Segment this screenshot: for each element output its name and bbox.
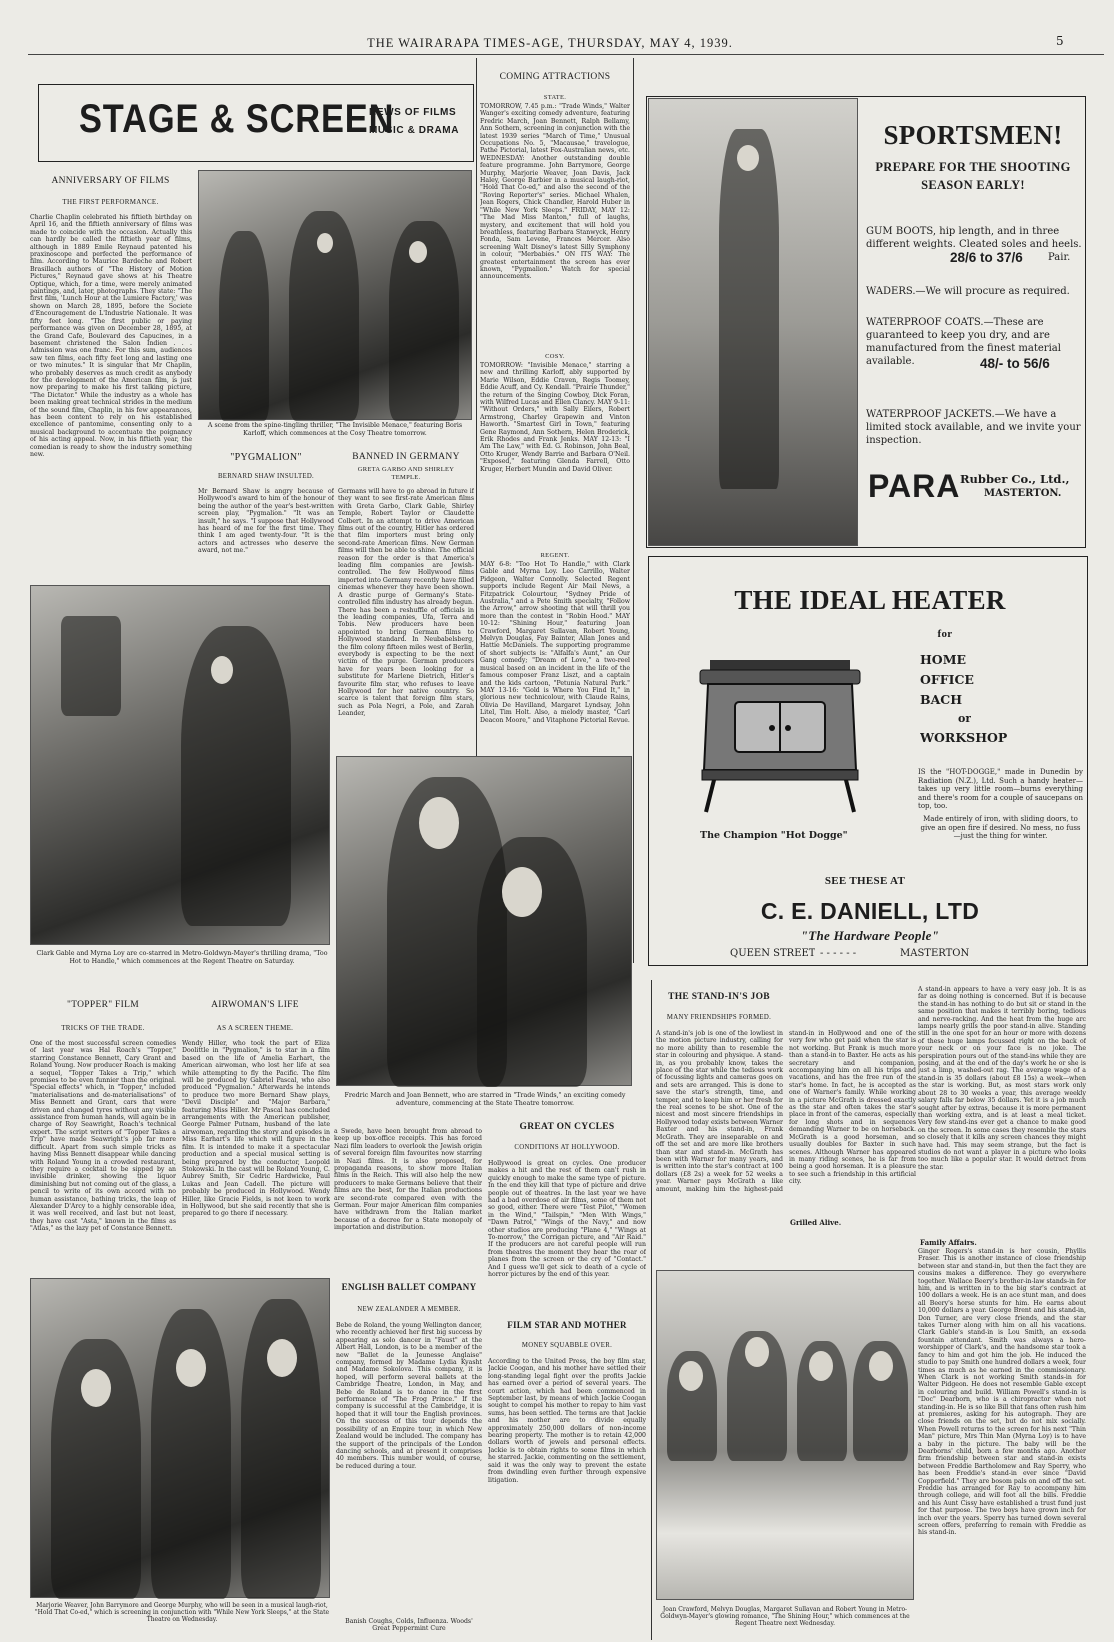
- street-dashes: - - - - - -: [820, 948, 857, 959]
- ballet-body: Bebe de Roland, the young Wellington dancer, who recently achieved her first big success by appearing as solo dancer in "Faust" at the Albert Hall, London, is to be a member of the new "Ballet de la Jeunesse Anglaise" company, formed by Madame Lydia Kyasht and Madame Sokolova. This company, it is hoped, will perform several ballets at the Cambridge Theatre, London, in May, and Bebe de Roland is to dance in the first performance of "The Frog Prince." If the company is successful at the Cambridge, it is hoped that it will tour the English provinces. On the success of this tour depends the possibility of an Empire tour, in which New Zealand would be included. The company has the support of the principals of the London dancing schools, and at present it comprises 40 members. This number would, of course, be reduced during a tour.: [336, 1322, 482, 1470]
- mother-body: According to the United Press, the boy film star, Jackie Coogan, and his mother have settled their long-standing legal fight over the profits Jackie has earned over a period of several years. The court action, which had been commenced in September last, by means of which Jackie Coogan sought to compel his mother to repay to him vast sums, has been settled. The terms are that Jackie and his mother are to divide equally approximately 250,000 dollars of non-income bearing property. The mother is to retain 42,000 dollars worth of jewels and personal effects. Jackie is to obtain rights to some films in which he starred. Jackie, commenting on the settlement, said it was the only way to prevent the estate from dwindling even further through expensive litigation.: [488, 1358, 646, 1484]
- hot-dogge-heater-illustration: [680, 640, 880, 820]
- heater-workshop: WORKSHOP: [920, 730, 1008, 745]
- march-bennett-photo: [336, 756, 632, 1086]
- heater-description-1: IS the "HOT-DOGGE," made in Dunedin by Radiation (N.Z.), Ltd. Such a handy heater—takes up very little room—burns everything and there's room for a couple of saucepans on top, too.: [918, 768, 1083, 811]
- cosy-listings: TOMORROW: "Invisible Menace," starring a new and thrilling Karloff, ably supported by Marie Wilson, Eddie Craven, Regis Toomey, Eddie Acuff, and Cy. Kendall. "Prairie Thunder," the return of the Singing Cowboy, Dick Foran, with Wilfred Lucas and Ellen Clancy. MAY 9-11: "Without Orders," with Sally Eilers, Robert Armstrong, Charley Grapewin and Vinton Haworth. "Smartest Girl in Town," featuring Gene Raymond, Ann Sothern, Helen Broderick, Erik Rhodes and Frank Jenks. MAY 12-13: "I Am The Law," with Ed. G. Robinson, John Beal, Otto Kruger, Wendy Barrie and Barbara O'Neil. "Exposed," featuring Glenda Farrell, Otto Kruger, Herbert Mundin and David Oliver.: [480, 362, 630, 473]
- column-rule: [633, 58, 634, 963]
- masthead: THE WAIRARAPA TIMES-AGE, THURSDAY, MAY 4, 1939.: [367, 36, 733, 50]
- heater-label: The Champion "Hot Dogge": [700, 830, 848, 841]
- shooting-line-1: PREPARE FOR THE SHOOTING: [875, 160, 1071, 174]
- weaver-barrymore-caption: Marjorie Weaver, John Barrymore and George Murphy, who will be seen in a musical laugh-riot, "Hold That Co-ed," which is screening in conjunction with "While New York Sleeps," at the State Theatre on Wednesday.: [34, 1602, 330, 1623]
- waders-text: WADERS.—We will procure as required.: [866, 286, 1070, 297]
- daniell-town: MASTERTON: [900, 948, 970, 959]
- banned-headline: BANNED IN GERMANY: [352, 452, 460, 462]
- photo-face: [679, 1361, 703, 1391]
- pygmalion-subhead: BERNARD SHAW INSULTED.: [217, 473, 315, 480]
- banned-continued-body: a Swede, have been brought from abroad to keep up box-office receipts. This has forced Nazi film leaders to overlook the Jewish origin of several foreign film favourites now starring in Nazi films. It is also proposed, for propaganda reasons, to show more Italian films in the Reich. This will also help the new producers to make Germans believe that their films are the best, for the Italian productions are second-rate compared even with the German. Four major American film companies have withdrawn from the Italian market because of a decree for a State monopoly of importation and distribution.: [334, 1128, 482, 1232]
- topper-body: One of the most successful screen comedies of last year was Hal Roach's "Topper," starring Constance Bennett, Cary Grant and Roland Young. Now producer Roach is making a sequel, "Topper Takes a Trip," which promises to be even funnier than the original. "Special effects" which, in "Topper," included "materialisations and de-materialisations" of Miss Bennett and Grant, cars that were driven and changed tyres without any visible assistance from human hands, will again be in charge of Roy Seawright, Roach's technical expert. The script writers of "Topper Takes a Trip" have made Seawright's job far more difficult. Apart from such simple tricks as having Miss Bennett disappear while dancing with Roland Young in a crowded restaurant, they require a cocktail to be sipped by an invisible drinker, showing the liquor diminishing but not coming out of the glass, a pencil to write of its own accord with no human assistance, bathing tricks, the leap of Alexander D'Arcy to a highly censorable idea, it was well received, and last but not least, they have cast "Asta," known in the films as "Atlas," as the lazy pet of Constance Bennett.: [30, 1040, 176, 1233]
- heater-office: OFFICE: [920, 672, 974, 687]
- anniversary-subhead: THE FIRST PERFORMANCE.: [62, 198, 159, 206]
- regent-heading: REGENT.: [540, 552, 570, 559]
- family-affairs-body: Ginger Rogers's stand-in is her cousin, Phyllis Fraser. This is another instance of close friendship between star and stand-in, but then the fact they are cousins makes a difference. They go everywhere together. Wallace Beery's brother-in-law stands-in for him, and is written in to the big star's contract at 100 dollars a week. He is an ace stunt man, and does all Beery's horse stunts for him. He earns about 10,000 dollars a year. George Brent and his stand-in, Don Turner, are very close friends, and the star takes Turner along with him on all his vacations. Clark Gable's stand-in is Lou Smith, an ex-soda fountain attendant. Smith was always a hero-worshipper of Clark's, and the handsome star took a fancy to him and got him the job. He induced the studio to pay Smith one hundred dollars a week, four times as much as he earned in the commissionary. When Clark is not working Smith stands-in for Walter Pidgeon. He does not resemble Gable except in colouring and build. William Powell's stand-in is "Doc" Dearborn, who is a chiropractor when not standing-in. He is so like Bill that fans often rush him at premieres, asking for his autograph. They are close friends on the set, but do not mix socially. When Powell returns to the screen for his next "Thin Man" picture, Mrs Thin Man (Myrna Loy) is to have a baby in the picture. The baby will be the Dearborns' child, born a few months ago. Another firm friendship between star and stand-in exists between Freddie Bartholomew and Ray Sperry, who has been Freddie's stand-in ever since "David Copperfield." They are bosom pals on and off the set. Freddie has arranged for Ray to accompany him through college, and will foot all the bills. Freddie and his Aunt Cissy have established a trust fund just for that purpose. The two boys have grown inch for inch over the years. Sperry has turned down several screen offers, preferring to remain with Freddie as his stand-in.: [918, 1248, 1086, 1537]
- topper-headline: "TOPPER" FILM: [67, 1000, 139, 1010]
- photo-face: [745, 1337, 769, 1367]
- shining-hour-photo: [656, 1270, 914, 1600]
- photo-face: [737, 145, 759, 171]
- cycles-headline: GREAT ON CYCLES: [519, 1122, 615, 1132]
- grilled-alive-body: A stand-in appears to have a very easy job. It is as far as doing nothing is concerned. But it is because the stand-in has nothing to do but sit or stand in the same position that makes it terribly boring, tedious and nerve-racking. And the heat from the huge arc lamps nearly grills the poor stand-in alive. Standing still in the one spot for an hour or more with dozens of these huge lamps focussed right on the back of your neck or on your face is no joke. The perspiration pours out of the stand-ins while they are posing, and at the end of the day's work he or she is just a limp, washed-out rag. The average wage of a stand-in is 35 dollars (about £8 15s) a week—when the star is working. But, as most stars work only about 28 to 30 weeks a year, this average weekly salary falls far below 35 dollars. Yet it is a job much sought after by extras, because it is more permanent than working extra, and is at least a meal ticket. Very few stand-ins ever get a chance to make good on the screen. In some cases they resemble the stars so closely that it kills any screen chances they might have had. This may seem strange, but the fact is studios do not want a player in a picture who looks too much like a popular star. It would detract from the star.: [918, 986, 1086, 1171]
- standin-headline: THE STAND-IN'S JOB: [668, 992, 770, 1002]
- photo-face: [809, 1351, 833, 1381]
- heater-title: THE IDEAL HEATER: [734, 585, 1006, 615]
- invisible-menace-photo: [198, 170, 472, 420]
- shining-hour-caption: Joan Crawford, Melvyn Douglas, Margaret Sullavan and Robert Young in Metro-Goldwyn-Mayer's glowing romance, "The Shining Hour," which commences at the Regent Theatre next Wednesday.: [660, 1606, 910, 1627]
- banner-sub-2: MUSIC & DRAMA: [369, 125, 460, 136]
- photo-figure: [219, 231, 269, 421]
- shooting-line-2: SEASON EARLY!: [921, 178, 1025, 192]
- column-rule: [651, 980, 652, 1640]
- photo-face: [81, 1369, 111, 1407]
- ballet-subhead: NEW ZEALANDER A MEMBER.: [357, 1306, 461, 1313]
- heater-home: HOME: [920, 652, 967, 667]
- daniell-name: C. E. DANIELL, LTD: [760, 898, 980, 924]
- airwoman-body: Wendy Hiller, who took the part of Eliza Doolittle in "Pygmalion," is to star in a film based on the life of Amelia Earhart, the American airwoman, who lost her life at sea while attempting to fly the Pacific. The film will be produced by Gabriel Pascal, who also produced "Pygmalion." Afterwards he intends to produce two more Bernard Shaw plays, "Devil Disciple" and "Major Barbara," featuring Miss Hiller. Mr Pascal has concluded arrangements with the American publisher, George Palmer Putnam, husband of the late airwoman, regarding the story and episodes in Miss Earhart's life which will figure in the film. It is intended to make it a spectacular production and a special musical setting is being prepared by the conductor, Leopold Stokowski. In the cast will be Roland Young, C. Aubrey Smith, Sir Cedric Hardwicke, Paul Lukas and Jean Cadell. The picture will probably be produced in Hollywood. Wendy Hiller, like Gracie Fields, is not keen to work in Hollywood, but she said recently that she is prepared to go there if necessary.: [182, 1040, 330, 1218]
- see-these-at: SEE THESE AT: [824, 875, 906, 887]
- daniell-street: QUEEN STREET: [730, 948, 816, 959]
- peppermint-cure-ad: Banish Coughs, Colds, Influenza. Woods' Great Peppermint Cure: [345, 1618, 473, 1633]
- coming-attractions-headline: COMING ATTRACTIONS: [499, 72, 611, 82]
- standin-body: A stand-in's job is one of the lowliest in the motion picture industry, calling for no more ability than to resemble the star in colouring and physique. A stand-in, as you probably know, takes the place of the star while the tedious work of focussing lights and cameras goes on and sets are arranged. This is done to save the star's strength, time, and temper, and to keep him or her fresh for the real scenes to be shot. One of the nicest and most sincere friendships in Hollywood today exists between Warner Baxter and his stand-in, Frank McGrath. They are inseparable on and off the set and are more like brothers than star and stand-in. McGrath has been with Warner for many years, and is written into the star's contract at 100 dollars (£8 2s) a week for 52 weeks a year. Warner pays McGrath a like amount, making him the highest-paid stand-in in Hollywood and one of the very few who get paid when the star is not working. But Frank is much more than a stand-in to Baxter. He acts as his secretary and companion, accompanying him on all his trips and vacations, and has the free run of the star's home. In fact, he is accepted as one of Warner's family. While working in a picture McGrath is dressed exactly as the star and often takes the star's place in front of the cameras, especially for long shots and in sequences demanding Warner to be on horseback. McGrath is a good horseman, and usually doubles for Baxter in such scenes. Although Warner has appeared in many riding scenes, he is far from being a good horseman. It is a pleasure to see such a friendship in this artificial city.: [656, 1030, 916, 1193]
- anniversary-body: Charlie Chaplin celebrated his fiftieth birthday on April 16, and the fiftieth anniversary of films was made to coincide with the occasion. Actually this can hardly be called the fiftieth year of films, although in 1889 Emile Reynaud patented his praxinoscope and perfected the performance of film. According to Maurice Bardeche and Robert Brasillach authors of "The History of Motion Pictures," Reynaud gave shows at his Theatre Optique, which, for a time, were merely animated paintings, and, later, photographs. They state: "The first film, 'Lunch Hour at the Lumiere Factory,' was shown on March 28, 1895, before the Societe d'Encouragement de L'Industrie Nationale. It was fifty feet long. "The first public or paying performance was given on December 28, 1895, at the Grand Cafe, Boulevard des Capucines, in a basement christened the Salon Indien . . . Admission was one franc. For this sum, audiences saw ten films, each fifty feet long and lasting one or two minutes." It is singular that Mr Chaplin, who probably deserves as much credit as anybody for the development of the American film, is just now preparing to make his first talking picture, "The Dictator." While the industry as a whole has been making great technical strides in the medium of the sound film, Chaplin, in his few appearances, has been content to rely on his established excellence of pantomime, consenting only to a musical background to accentuate the poignancy of his acting appeal. Now, in his fiftieth year, the comedian is ready to show the industry something new.: [30, 214, 192, 458]
- cycles-body: Hollywood is great on cycles. One producer makes a hit and the rest of them can't rush in quickly enough to make the same type of picture. In the end they kill that type of picture and drive people out of theatres. In the last year we have had a bad overdose of air films, some of them not so good, either. There were "Test Pilot," "Women in the Wind," "Tailspin," "Men With Wings," "Dawn Patrol," "Wings of the Navy," and now other studios are producing "Plane 4," "Wings at To-morrow," the Corrigan picture, and "Air Raid." If the producers are not careful people will run from theatres the moment they hear the roar of planes from the screen or the cry of "Contact." And I guess we'll get sick to death of a cycle of horror pictures by the end of this year.: [488, 1160, 646, 1279]
- heater-bach: BACH: [920, 692, 963, 707]
- photo-face: [317, 233, 333, 253]
- hardware-people: "The Hardware People": [800, 928, 940, 943]
- pygmalion-headline: "PYGMALION": [230, 452, 302, 463]
- grilled-alive-heading: Grilled Alive.: [790, 1218, 842, 1227]
- march-bennett-caption: Fredric March and Joan Bennett, who are starred in "Trade Winds," an exciting comedy adventure, commencing at the State Theatre tomorrow.: [344, 1092, 626, 1107]
- gum-boots-price: 28/6 to 37/6: [950, 250, 1023, 265]
- para-town: MASTERTON.: [984, 488, 1062, 499]
- airwoman-subhead: AS A SCREEN THEME.: [216, 1024, 294, 1032]
- photo-face: [409, 241, 427, 263]
- airwoman-headline: AIRWOMAN'S LIFE: [211, 1000, 299, 1010]
- heater-for: for: [937, 628, 953, 640]
- cycles-subhead: CONDITIONS AT HOLLYWOOD.: [514, 1144, 620, 1151]
- photo-figure: [719, 129, 779, 489]
- gable-loy-photo: [30, 585, 330, 945]
- regent-listings: MAY 6-8: "Too Hot To Handle," with Clark Gable and Myrna Loy. Leo Carrillo, Walter Pidgeon, Walter Connolly. Selected Regent supports include Regent Air Mail News, a Fitzpatrick Colourtour, "Sydney Pride of Australia," and a Pete Smith specialty, "Follow the Arrow," arrow shooting that will thrill you more than the contest in "Robin Hood." MAY 10-12: "Shining Hour," featuring Joan Crawford, Margaret Sullavan, Robert Young, Melvyn Douglas, Fay Bainter, Allan Jones and Hattie McDaniels. The supporting programme of short subjects is: "Alfalfa's Aunt," an Our Gang comedy; "Dream of Love," a two-reel musical based on an incident in the life of the famous composer Franz Liszt, and a captain and the kids cartoon, "Petunia Natural Park." MAY 13-16: "Gold is Where You Find It," in glorious new technicolour, with Claude Rains, Olivia De Havilland, Margaret Lyndsay, John Litel, Tim Holt. Also, a melody master, "Carl Deacon Moore," and Vitaphone Pictorial Revue.: [480, 561, 630, 724]
- masthead-rule: [28, 54, 1104, 55]
- anniversary-headline: ANNIVERSARY OF FILMS: [51, 176, 170, 186]
- invisible-menace-caption: A scene from the spine-tingling thriller, "The Invisible Menace," featuring Boris Karloff, which commences at the Cosy Theatre tomorrow.: [207, 422, 463, 437]
- gable-loy-caption: Clark Gable and Myrna Loy are co-starred in Metro-Goldwyn-Mayer's thrilling drama, "Too Hot to Handle," which commences at the Regent Theatre on Saturday.: [36, 950, 328, 965]
- photo-face: [502, 867, 542, 917]
- gum-boots-pair: Pair.: [1048, 252, 1071, 263]
- banner-title: STAGE & SCREEN: [79, 97, 395, 141]
- standin-subhead: MANY FRIENDSHIPS FORMED.: [666, 1014, 772, 1021]
- para-company: Rubber Co., Ltd.,: [960, 472, 1070, 486]
- cosy-heading: COSY.: [545, 353, 565, 360]
- coats-price: 48/- to 56/6: [980, 356, 1050, 371]
- stage-screen-banner: [38, 84, 474, 162]
- pygmalion-body: Mr Bernard Shaw is angry because of Hollywood's award to him of the honour of being the author of the year's best-written screen play, "Pygmalion." "It was an insult," he says. "I suppose that Hollywood has heard of me for the first time. They think I am aged twenty-four. "It is the actors and actresses who deserve the award, not me.": [198, 488, 334, 555]
- heater-or: or: [958, 712, 972, 725]
- page-number: 5: [1056, 34, 1064, 48]
- topper-subhead: TRICKS OF THE TRADE.: [61, 1024, 145, 1032]
- jackets-text: WATERPROOF JACKETS.—We have a limited stock available, and we invite your inspection.: [866, 409, 1081, 446]
- mother-headline: FILM STAR AND MOTHER: [507, 1320, 627, 1330]
- coats-text: WATERPROOF COATS.—These are guaranteed to keep you dry, and are manufactured from the finest material available.: [866, 317, 1061, 367]
- photo-face: [869, 1351, 893, 1381]
- photo-figure: [61, 616, 121, 716]
- mother-subhead: MONEY SQUABBLE OVER.: [521, 1342, 613, 1349]
- photo-figure: [181, 626, 291, 926]
- heater-description-2: Made entirely of iron, with sliding doors, to give an open fire if desired. No mess, no fuss—just the thing for winter.: [920, 815, 1081, 841]
- banned-subhead: GRETA GARBO AND SHIRLEY TEMPLE.: [357, 466, 455, 481]
- photo-face: [176, 1349, 206, 1387]
- photo-face: [211, 656, 233, 684]
- family-affairs-heading: Family Affairs.: [920, 1238, 977, 1247]
- banned-body: Germans will have to go abroad in future if they want to see first-rate American films with Greta Garbo, Clark Gable, Shirley Temple, Robert Taylor or Claudette Colbert. In an attempt to drive American films out of the country, Hitler has ordered that film importers must bring only second-rate American films. New German films will then be able to shine. The official reason for the order is that America's leading film companies are Jewish-controlled. The few Hollywood films imported into Germany recently have filled cinemas whenever they have been shown. A drastic purge of Germany's State-controlled film industry has already begun. There has been a reshuffle of officials in the leading companies, Ufa, Terra and Tobis. New producers have been appointed to bring German films to Hollywood standard. In Neubabelsberg, the film colony fifteen miles west of Berlin, everybody is expecting to be the next victim of the purge. German producers have for years been looking for a substitute for Marlene Dietrich, Hitler's favourite film star, who refuses to leave Hollywood for her native country. So scarce is talent that foreign film stars, such as Pola Negri, a Pole, and Zarah Leander,: [338, 488, 474, 718]
- state-heading: STATE.: [543, 94, 567, 101]
- gum-boots-text: GUM BOOTS, hip length, and in three different weights. Cleated soles and heels.: [866, 226, 1082, 250]
- ballet-headline: ENGLISH BALLET COMPANY: [341, 1282, 477, 1292]
- para-logo: PARA: [868, 468, 961, 504]
- weaver-barrymore-photo: [30, 1278, 330, 1598]
- photo-face: [267, 1339, 297, 1377]
- photo-face: [419, 797, 459, 849]
- sportsmen-title: SPORTSMEN!: [883, 120, 1063, 150]
- banner-sub-1: NEWS OF FILMS: [369, 107, 457, 118]
- state-listings: TOMORROW, 7.45 p.m.: "Trade Winds," Walter Wanger's exciting comedy adventure, featuring Fredric March, Joan Bennett, Ralph Bellamy, Ann Sothern, screening in conjunction with the latest 1939 series "March of Time," Unusual Occupations No. 5, "Macausae," travelogue, Pathe Pictorial, latest Fox-Australian news, etc. WEDNESDAY: Another outstanding double feature programme. John Barrymore, George Murphy, Marjorie Weaver, Joan Davis, Jack Haley, George Barbier in a musical laugh-riot, "Hold That Co-ed," and also the second of the "Roving Reporter's" series. Michael Whalen, Jean Rogers, Chick Chandler, Harold Huber in "While New York Sleeps." FRIDAY, MAY 12: "The Mad Miss Manton," full of laughs, mystery, and excitement that will hold you breathless, featuring Barbara Stanwyck, Henry Fonda, Sam Levene, Frances Mercer. Also screening Walt Disney's latest Silly Symphony in colour, "Merbabies." ON ITS WAY: The greatest entertainment the screen has ever known, "Pygmalion." Watch for special announcements.: [480, 103, 630, 281]
- hunter-photo: [648, 98, 858, 546]
